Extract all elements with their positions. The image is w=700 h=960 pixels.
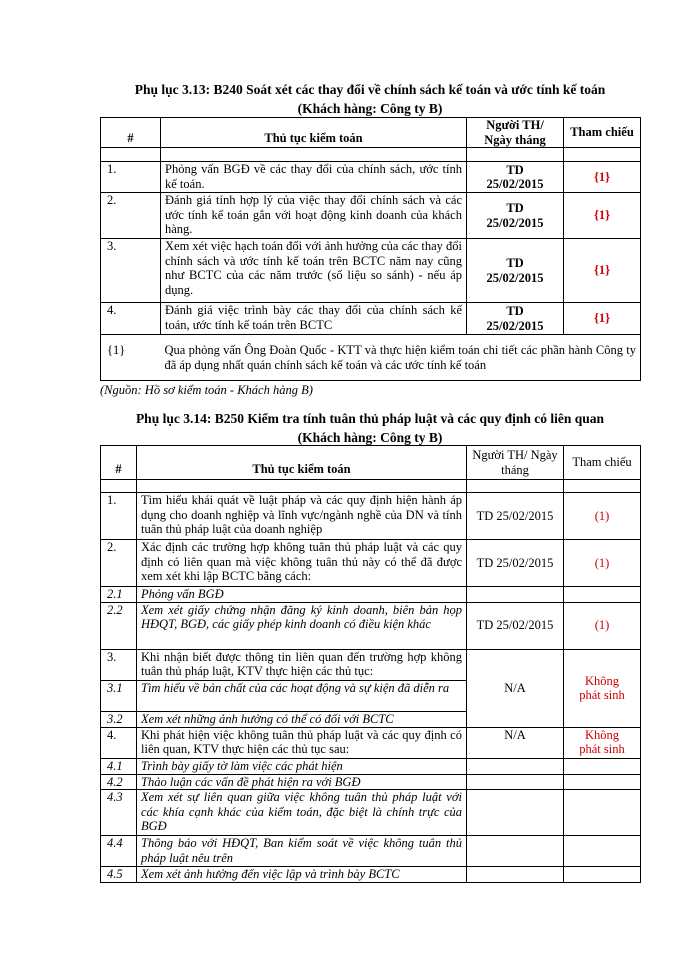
table-row: [101, 587, 641, 603]
table-row: [101, 193, 641, 239]
header-person: Người TH/ Ngày tháng: [467, 118, 564, 148]
section1-title: [100, 80, 640, 118]
row-ref: {1}: [564, 193, 641, 239]
row-person: N/A: [467, 649, 564, 727]
table-row: [101, 303, 641, 335]
row-num: 1.: [101, 162, 161, 193]
section2-title: [100, 409, 640, 447]
row-num: 4.: [101, 727, 137, 758]
row-num: 4.5: [101, 867, 137, 883]
row-desc: Khi nhận biết được thông tin liên quan đến trường hợp không tuân thủ pháp luật, KTV thực hiện các thủ tục:: [137, 649, 467, 680]
row-desc: Thảo luận các vấn đề phát hiện ra với BGĐ: [137, 774, 467, 790]
row-desc: Trình bày giấy tờ làm việc các phát hiện: [137, 758, 467, 774]
row-desc: Xem xét ảnh hưởng đến việc lập và trình bày BCTC: [137, 867, 467, 883]
row-num: 3.: [101, 239, 161, 303]
section2-title-line2: (Khách hàng: Công ty B): [297, 430, 443, 445]
row-num: 4.3: [101, 790, 137, 836]
row-person: TD 25/02/2015: [467, 602, 564, 649]
row-num: 4.1: [101, 758, 137, 774]
header-ref: Tham chiếu: [564, 118, 641, 148]
note-text: Qua phỏng vấn Ông Đoàn Quốc - KTT và thực hiện kiểm toán chi tiết các phần hành Công ty đã áp dụng nhất quán chính sách kế toán và các ước tính kế toán: [161, 335, 641, 381]
row-ref: {1}: [564, 239, 641, 303]
note-row: [101, 335, 641, 381]
row-num: 2.: [101, 193, 161, 239]
row-num: 1.: [101, 493, 137, 540]
table-row: [101, 239, 641, 303]
row-person: TD 25/02/2015: [467, 540, 564, 587]
row-ref: {1}: [564, 303, 641, 335]
table-row: [101, 774, 641, 790]
table-row: [101, 836, 641, 867]
row-desc: Xem xét giấy chứng nhận đăng ký kinh doanh, biên bản họp HĐQT, BGĐ, các giấy phép kinh doanh có điều kiện khác: [137, 602, 467, 649]
row-person: TD 25/02/2015: [467, 493, 564, 540]
row-num: 2.: [101, 540, 137, 587]
row-desc: Đánh giá tính hợp lý của việc thay đổi chính sách và các ước tính kế toán gắn với hoạt động kinh doanh của khách hàng.: [161, 193, 467, 239]
table-row: [101, 162, 641, 193]
empty-row: [101, 480, 641, 493]
row-num: 3.2: [101, 711, 137, 727]
table-row: [101, 758, 641, 774]
table-row: [101, 790, 641, 836]
section1-title-line2: (Khách hàng: Công ty B): [297, 101, 443, 116]
section1-table: [100, 117, 641, 381]
row-ref: Không phát sinh: [564, 727, 641, 758]
header-procedure: Thủ tục kiểm toán: [137, 446, 467, 480]
header-person: Người TH/ Ngày tháng: [467, 446, 564, 480]
row-num: 4.4: [101, 836, 137, 867]
row-desc: Tìm hiểu về bản chất của các hoạt động và sự kiện đã diễn ra: [137, 680, 467, 711]
section2-table: [100, 445, 641, 883]
row-person: TD 25/02/2015: [467, 162, 564, 193]
row-ref: (1): [564, 540, 641, 587]
header-num: #: [101, 118, 161, 148]
table-header-row: [101, 118, 641, 148]
row-num: 4.2: [101, 774, 137, 790]
row-num: 3.1: [101, 680, 137, 711]
row-ref: {1}: [564, 162, 641, 193]
row-num: 4.: [101, 303, 161, 335]
row-ref: Không phát sinh: [564, 649, 641, 727]
row-person: TD 25/02/2015: [467, 239, 564, 303]
row-desc: Xem xét việc hạch toán đối với ảnh hưởng của các thay đổi chính sách và ước tính kế toán trên BCTC năm nay cũng như BCTC của các năm trước (số liệu so sánh) - nếu áp dụng.: [161, 239, 467, 303]
row-num: 2.2: [101, 602, 137, 649]
row-desc: Phỏng vấn BGĐ: [137, 587, 467, 603]
row-person: N/A: [467, 727, 564, 758]
header-num: #: [101, 446, 137, 480]
header-ref: Tham chiếu: [564, 446, 641, 480]
row-desc: Xem xét sự liên quan giữa việc không tuân thủ pháp luật với các khía cạnh khác của kiểm toán, đặc biệt là chính trực của BGĐ: [137, 790, 467, 836]
row-person: TD 25/02/2015: [467, 193, 564, 239]
header-procedure: Thủ tục kiểm toán: [161, 118, 467, 148]
row-desc: Phỏng vấn BGĐ về các thay đổi của chính sách, ước tính kế toán.: [161, 162, 467, 193]
row-ref: (1): [564, 493, 641, 540]
row-desc: Đánh giá việc trình bày các thay đổi của chính sách kế toán, ước tính kế toán trên BCTC: [161, 303, 467, 335]
table-row: [101, 540, 641, 587]
note-label: {1}: [101, 335, 161, 381]
table-row: [101, 602, 641, 649]
row-desc: Thông báo với HĐQT, Ban kiểm soát về việc không tuân thủ pháp luật nêu trên: [137, 836, 467, 867]
row-desc: Tìm hiểu khái quát về luật pháp và các quy định hiện hành áp dụng cho doanh nghiệp và lĩnh vực/ngành nghề của DN và tính tuân thủ pháp luật của doanh nghiệp: [137, 493, 467, 540]
row-desc: Xác định các trường hợp không tuân thủ pháp luật và các quy định có liên quan mà việc không tuân thủ này có thể đã được xem xét khi lập BCTC bằng cách:: [137, 540, 467, 587]
row-num: 2.1: [101, 587, 137, 603]
row-ref: (1): [564, 602, 641, 649]
table-header-row: [101, 446, 641, 480]
row-num: 3.: [101, 649, 137, 680]
section1-title-line1: Phụ lục 3.13: B240 Soát xét các thay đổi về chính sách kế toán và ước tính kế toán: [134, 82, 606, 97]
table-row: [101, 727, 641, 758]
row-desc: Xem xét những ảnh hưởng có thể có đối với BCTC: [137, 711, 467, 727]
row-person: TD 25/02/2015: [467, 303, 564, 335]
table-row: [101, 649, 641, 680]
section2-title-line1: Phụ lục 3.14: B250 Kiểm tra tính tuân thủ pháp luật và các quy định có liên quan: [135, 411, 605, 426]
empty-row: [101, 148, 641, 162]
table-row: [101, 493, 641, 540]
table-row: [101, 867, 641, 883]
source-note: (Nguồn: Hồ sơ kiểm toán - Khách hàng B): [100, 383, 313, 397]
row-desc: Khi phát hiện việc không tuân thủ pháp luật và các quy định có liên quan, KTV thực hiện các thủ tục sau:: [137, 727, 467, 758]
